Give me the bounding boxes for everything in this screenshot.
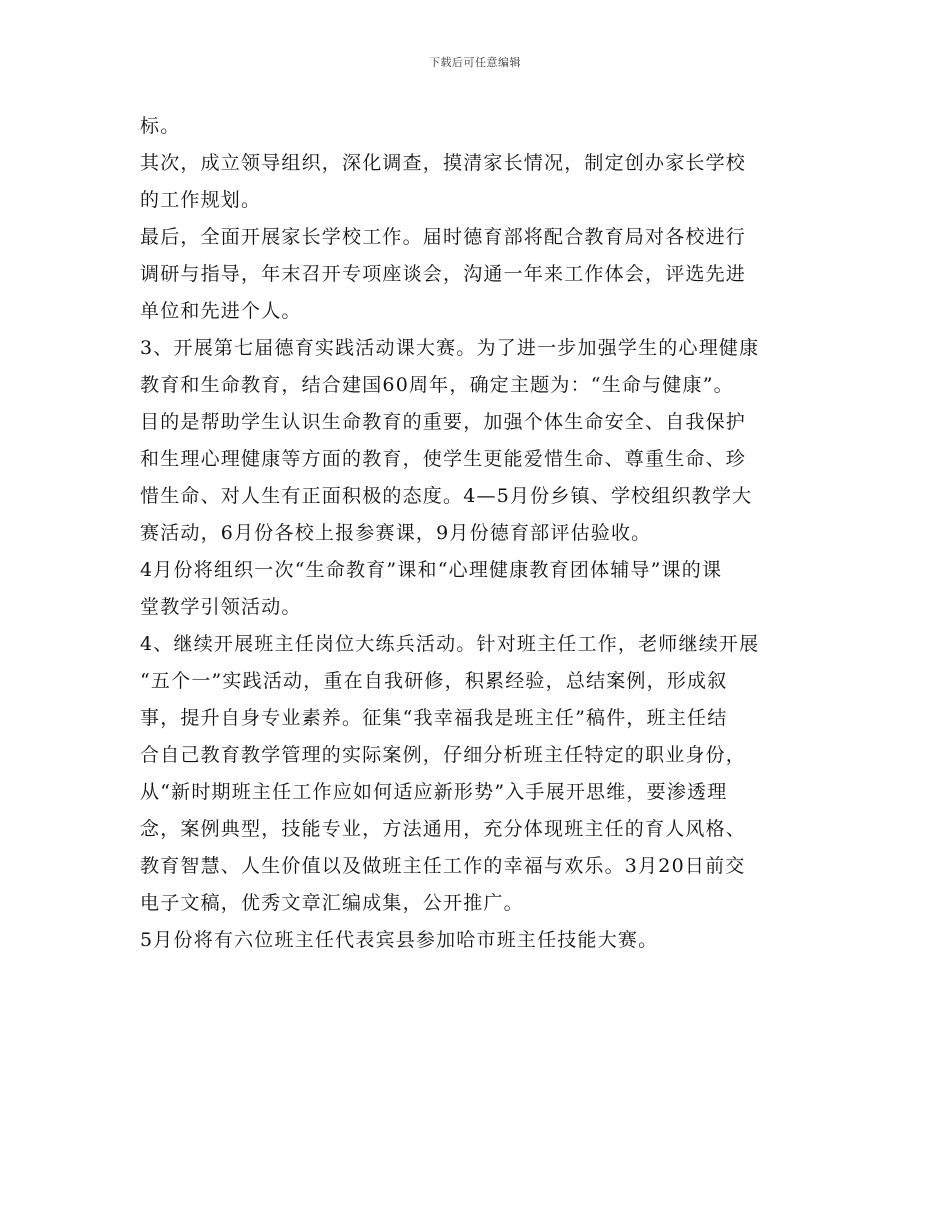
text-line: 其次，成立领导组织，深化调查，摸清家长情况，制定创办家长学校 <box>140 152 747 174</box>
text-line: 4月份将组织一次“生命教育”课和“心理健康教育团体辅导”课的课 <box>140 559 723 581</box>
text-line: 惜生命、对人生有正面积极的态度。4—5月份乡镇、学校组织教学大 <box>140 485 753 507</box>
text-line: 最后，全面开展家长学校工作。届时德育部将配合教育局对各校进行 <box>140 226 747 248</box>
text-line: 堂教学引领活动。 <box>140 596 302 618</box>
text-line: 电子文稿，优秀文章汇编成集，公开推广。 <box>140 892 524 914</box>
text-line: “五个一”实践活动，重在自我研修，积累经验，总结案例，形成叙 <box>140 670 728 692</box>
text-line: 事，提升自身专业素养。征集“我幸福我是班主任”稿件，班主任结 <box>140 707 728 729</box>
text-line: 3、开展第七届德育实践活动课大赛。为了进一步加强学生的心理健康 <box>140 337 760 359</box>
text-line: 标。 <box>140 115 181 137</box>
text-line: 4、继续开展班主任岗位大练兵活动。针对班主任工作，老师继续开展 <box>140 633 760 655</box>
text-line: 赛活动，6月份各校上报参赛课，9月份德育部评估验收。 <box>140 522 652 544</box>
text-line: 从“新时期班主任工作应如何适应新形势”入手展开思维，要渗透理 <box>140 781 728 803</box>
text-line: 目的是帮助学生认识生命教育的重要，加强个体生命安全、自我保护 <box>140 411 747 433</box>
document-body <box>140 108 815 959</box>
text-line: 5月份将有六位班主任代表宾县参加哈市班主任技能大赛。 <box>140 929 659 951</box>
text-line: 单位和先进个人。 <box>140 300 302 322</box>
text-line: 教育和生命教育，结合建国60周年，确定主题为：“生命与健康”。 <box>140 374 734 396</box>
text-line: 调研与指导，年末召开专项座谈会，沟通一年来工作体会，评选先进 <box>140 263 747 285</box>
text-line: 教育智慧、人生价值以及做班主任工作的幸福与欢乐。3月20日前交 <box>140 855 746 877</box>
text-line: 合自己教育教学管理的实际案例，仔细分析班主任特定的职业身份， <box>140 744 747 766</box>
page-header: 下载后可任意编辑 <box>429 56 521 69</box>
text-line: 的工作规划。 <box>140 189 262 211</box>
text-line: 和生理心理健康等方面的教育，使学生更能爱惜生命、尊重生命、珍 <box>140 448 747 470</box>
text-line: 念，案例典型，技能专业，方法通用，充分体现班主任的育人风格、 <box>140 818 747 840</box>
